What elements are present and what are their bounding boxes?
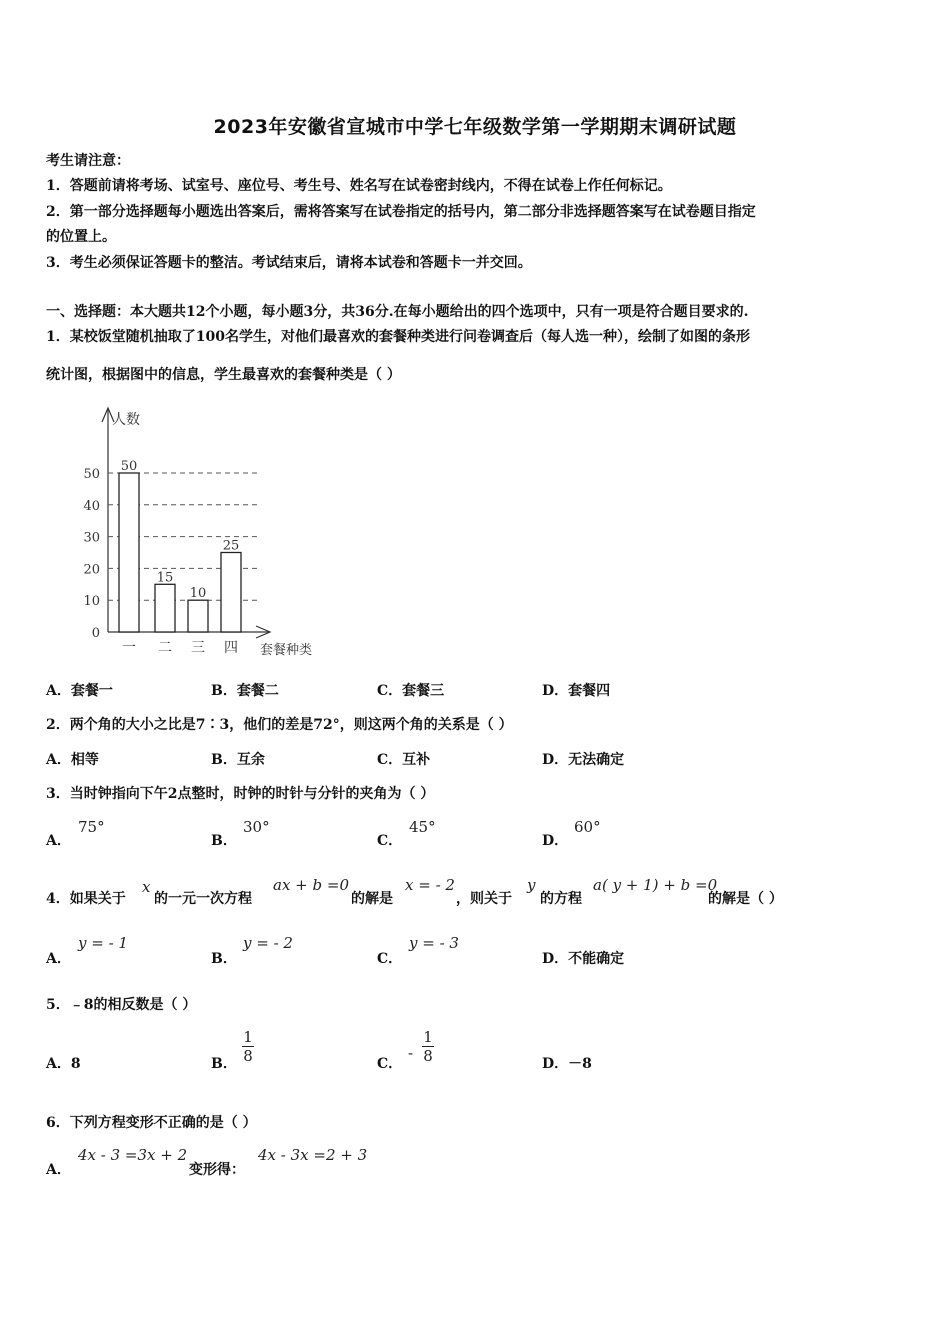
notice-item-2-cont: 的位置上。 bbox=[46, 229, 116, 245]
q3-option-d-value: 60° bbox=[574, 818, 601, 836]
bar bbox=[155, 584, 175, 632]
q4-stem-p3: 的解是 bbox=[351, 891, 393, 907]
bar-chart bbox=[70, 400, 340, 662]
notice-heading: 考生请注意： bbox=[46, 153, 130, 169]
q4-stem-p1: 4．如果关于 bbox=[46, 891, 126, 907]
bar-data-label: 10 bbox=[189, 586, 207, 602]
x-tick-label: 二 bbox=[158, 640, 172, 656]
q2-option-a[interactable]: A．相等 bbox=[46, 752, 99, 768]
q4-stem-p2: 的一元一次方程 bbox=[154, 891, 252, 907]
notice-item-3: 3．考生必须保证答题卡的整洁。考试结束后，请将本试卷和答题卡一并交回。 bbox=[46, 255, 532, 271]
q4-stem-p6: 的解是（ ） bbox=[708, 891, 783, 907]
q3-option-c[interactable]: C． bbox=[377, 833, 403, 849]
q6-stem: 6．下列方程变形不正确的是（ ） bbox=[46, 1115, 257, 1131]
q1-option-d[interactable]: D．套餐四 bbox=[542, 683, 611, 699]
x-tick-label: 一 bbox=[122, 640, 136, 656]
y-tick-label: 20 bbox=[83, 562, 100, 578]
q2-option-b[interactable]: B．互余 bbox=[211, 752, 265, 768]
x-axis-label: 套餐种类 bbox=[260, 643, 313, 658]
q5-stem: 5．﹣8的相反数是（ ） bbox=[46, 997, 197, 1013]
q3-option-b-value: 30° bbox=[243, 818, 270, 836]
q6-option-a[interactable]: A． bbox=[46, 1162, 71, 1178]
q1-option-a[interactable]: A．套餐一 bbox=[46, 683, 113, 699]
q4-stem-p4: ，则关于 bbox=[456, 891, 512, 907]
q4-option-a[interactable]: A． bbox=[46, 951, 71, 967]
q4-option-b[interactable]: B． bbox=[211, 951, 237, 967]
bar-data-label: 50 bbox=[120, 459, 138, 474]
q4-option-d[interactable]: D．不能确定 bbox=[542, 951, 625, 967]
y-tick-label: 50 bbox=[83, 467, 100, 482]
q4-option-c-value: y = - 3 bbox=[409, 934, 459, 952]
bar-data-label: 25 bbox=[222, 538, 240, 554]
q2-stem: 2．两个角的大小之比是7∶3，他们的差是72°，则这两个角的关系是（ ） bbox=[46, 717, 513, 733]
section-heading: 一、选择题：本大题共12个小题，每小题3分，共36分.在每小题给出的四个选项中，只有一项是符合题目要求的. bbox=[46, 304, 749, 320]
bar bbox=[119, 473, 139, 632]
q4-math-x: x bbox=[142, 878, 151, 896]
y-tick-label: 0 bbox=[91, 626, 100, 641]
q6-option-a-eq1: 4x - 3 =3x + 2 bbox=[78, 1146, 188, 1164]
q4-stem-p5: 的方程 bbox=[540, 891, 582, 907]
bar bbox=[221, 553, 241, 633]
q4-option-c[interactable]: C． bbox=[377, 951, 403, 967]
q4-math-y: y bbox=[527, 876, 536, 894]
q5-option-c-sign: - bbox=[408, 1044, 414, 1062]
y-tick-label: 30 bbox=[83, 530, 100, 546]
q2-option-d[interactable]: D．无法确定 bbox=[542, 752, 625, 768]
notice-item-2: 2．第一部分选择题每小题选出答案后，需将答案写在试卷指定的括号内，第二部分非选择题答案写在试卷题目指定 bbox=[46, 204, 756, 220]
q1-option-b[interactable]: B．套餐二 bbox=[211, 683, 279, 699]
bar-data-label: 15 bbox=[156, 570, 174, 586]
q3-option-a[interactable]: A． bbox=[46, 833, 71, 849]
q4-math-eq1: ax + b =0 bbox=[273, 876, 349, 894]
q3-option-b[interactable]: B． bbox=[211, 833, 237, 849]
q1-stem-line1: 1．某校饭堂随机抽取了100名学生，对他们最喜欢的套餐种类进行问卷调查后（每人选一种），绘制了如图的条形 bbox=[46, 329, 750, 345]
x-tick-label: 四 bbox=[224, 640, 238, 656]
q5-option-b[interactable]: B． bbox=[211, 1056, 237, 1072]
q5-option-b-fraction bbox=[238, 1028, 258, 1065]
q1-stem-line2: 统计图，根据图中的信息，学生最喜欢的套餐种类是（ ） bbox=[46, 367, 401, 383]
q4-option-a-value: y = - 1 bbox=[78, 934, 128, 952]
bar bbox=[188, 600, 208, 632]
y-tick-label: 40 bbox=[83, 498, 100, 514]
q5-c-numerator: 1 bbox=[423, 1028, 433, 1046]
q6-option-a-eq2: 4x - 3x =2 + 3 bbox=[258, 1146, 368, 1164]
q5-c-denominator: 8 bbox=[423, 1047, 433, 1065]
q5-option-c-fraction bbox=[418, 1028, 438, 1065]
notice-item-1: 1．答题前请将考场、试室号、座位号、考生号、姓名写在试卷密封线内，不得在试卷上作任何标记。 bbox=[46, 178, 672, 194]
y-tick-label: 10 bbox=[83, 594, 100, 610]
q3-option-a-value: 75° bbox=[78, 818, 105, 836]
q3-option-c-value: 45° bbox=[409, 818, 436, 836]
q3-stem: 3．当时钟指向下午2点整时，时钟的时针与分针的夹角为（ ） bbox=[46, 786, 435, 802]
q3-option-d[interactable]: D． bbox=[542, 833, 569, 849]
q1-option-c[interactable]: C．套餐三 bbox=[377, 683, 445, 699]
q5-option-c[interactable]: C． bbox=[377, 1056, 403, 1072]
q4-math-sol: x = - 2 bbox=[405, 876, 455, 894]
q5-b-numerator: 1 bbox=[243, 1028, 253, 1046]
y-axis-label: 人数 bbox=[112, 412, 140, 428]
x-tick-label: 三 bbox=[191, 640, 205, 656]
q5-b-denominator: 8 bbox=[243, 1047, 253, 1065]
q5-option-a[interactable]: A．8 bbox=[46, 1056, 81, 1072]
q2-option-c[interactable]: C．互补 bbox=[377, 752, 431, 768]
page-title: 2023年安徽省宣城市中学七年级数学第一学期期末调研试题 bbox=[213, 116, 737, 138]
q5-option-d[interactable]: D．－8 bbox=[542, 1056, 592, 1072]
q4-math-eq2: a( y + 1) + b =0 bbox=[593, 876, 718, 894]
q6-option-a-mid: 变形得： bbox=[189, 1162, 245, 1178]
q4-option-b-value: y = - 2 bbox=[243, 934, 293, 952]
